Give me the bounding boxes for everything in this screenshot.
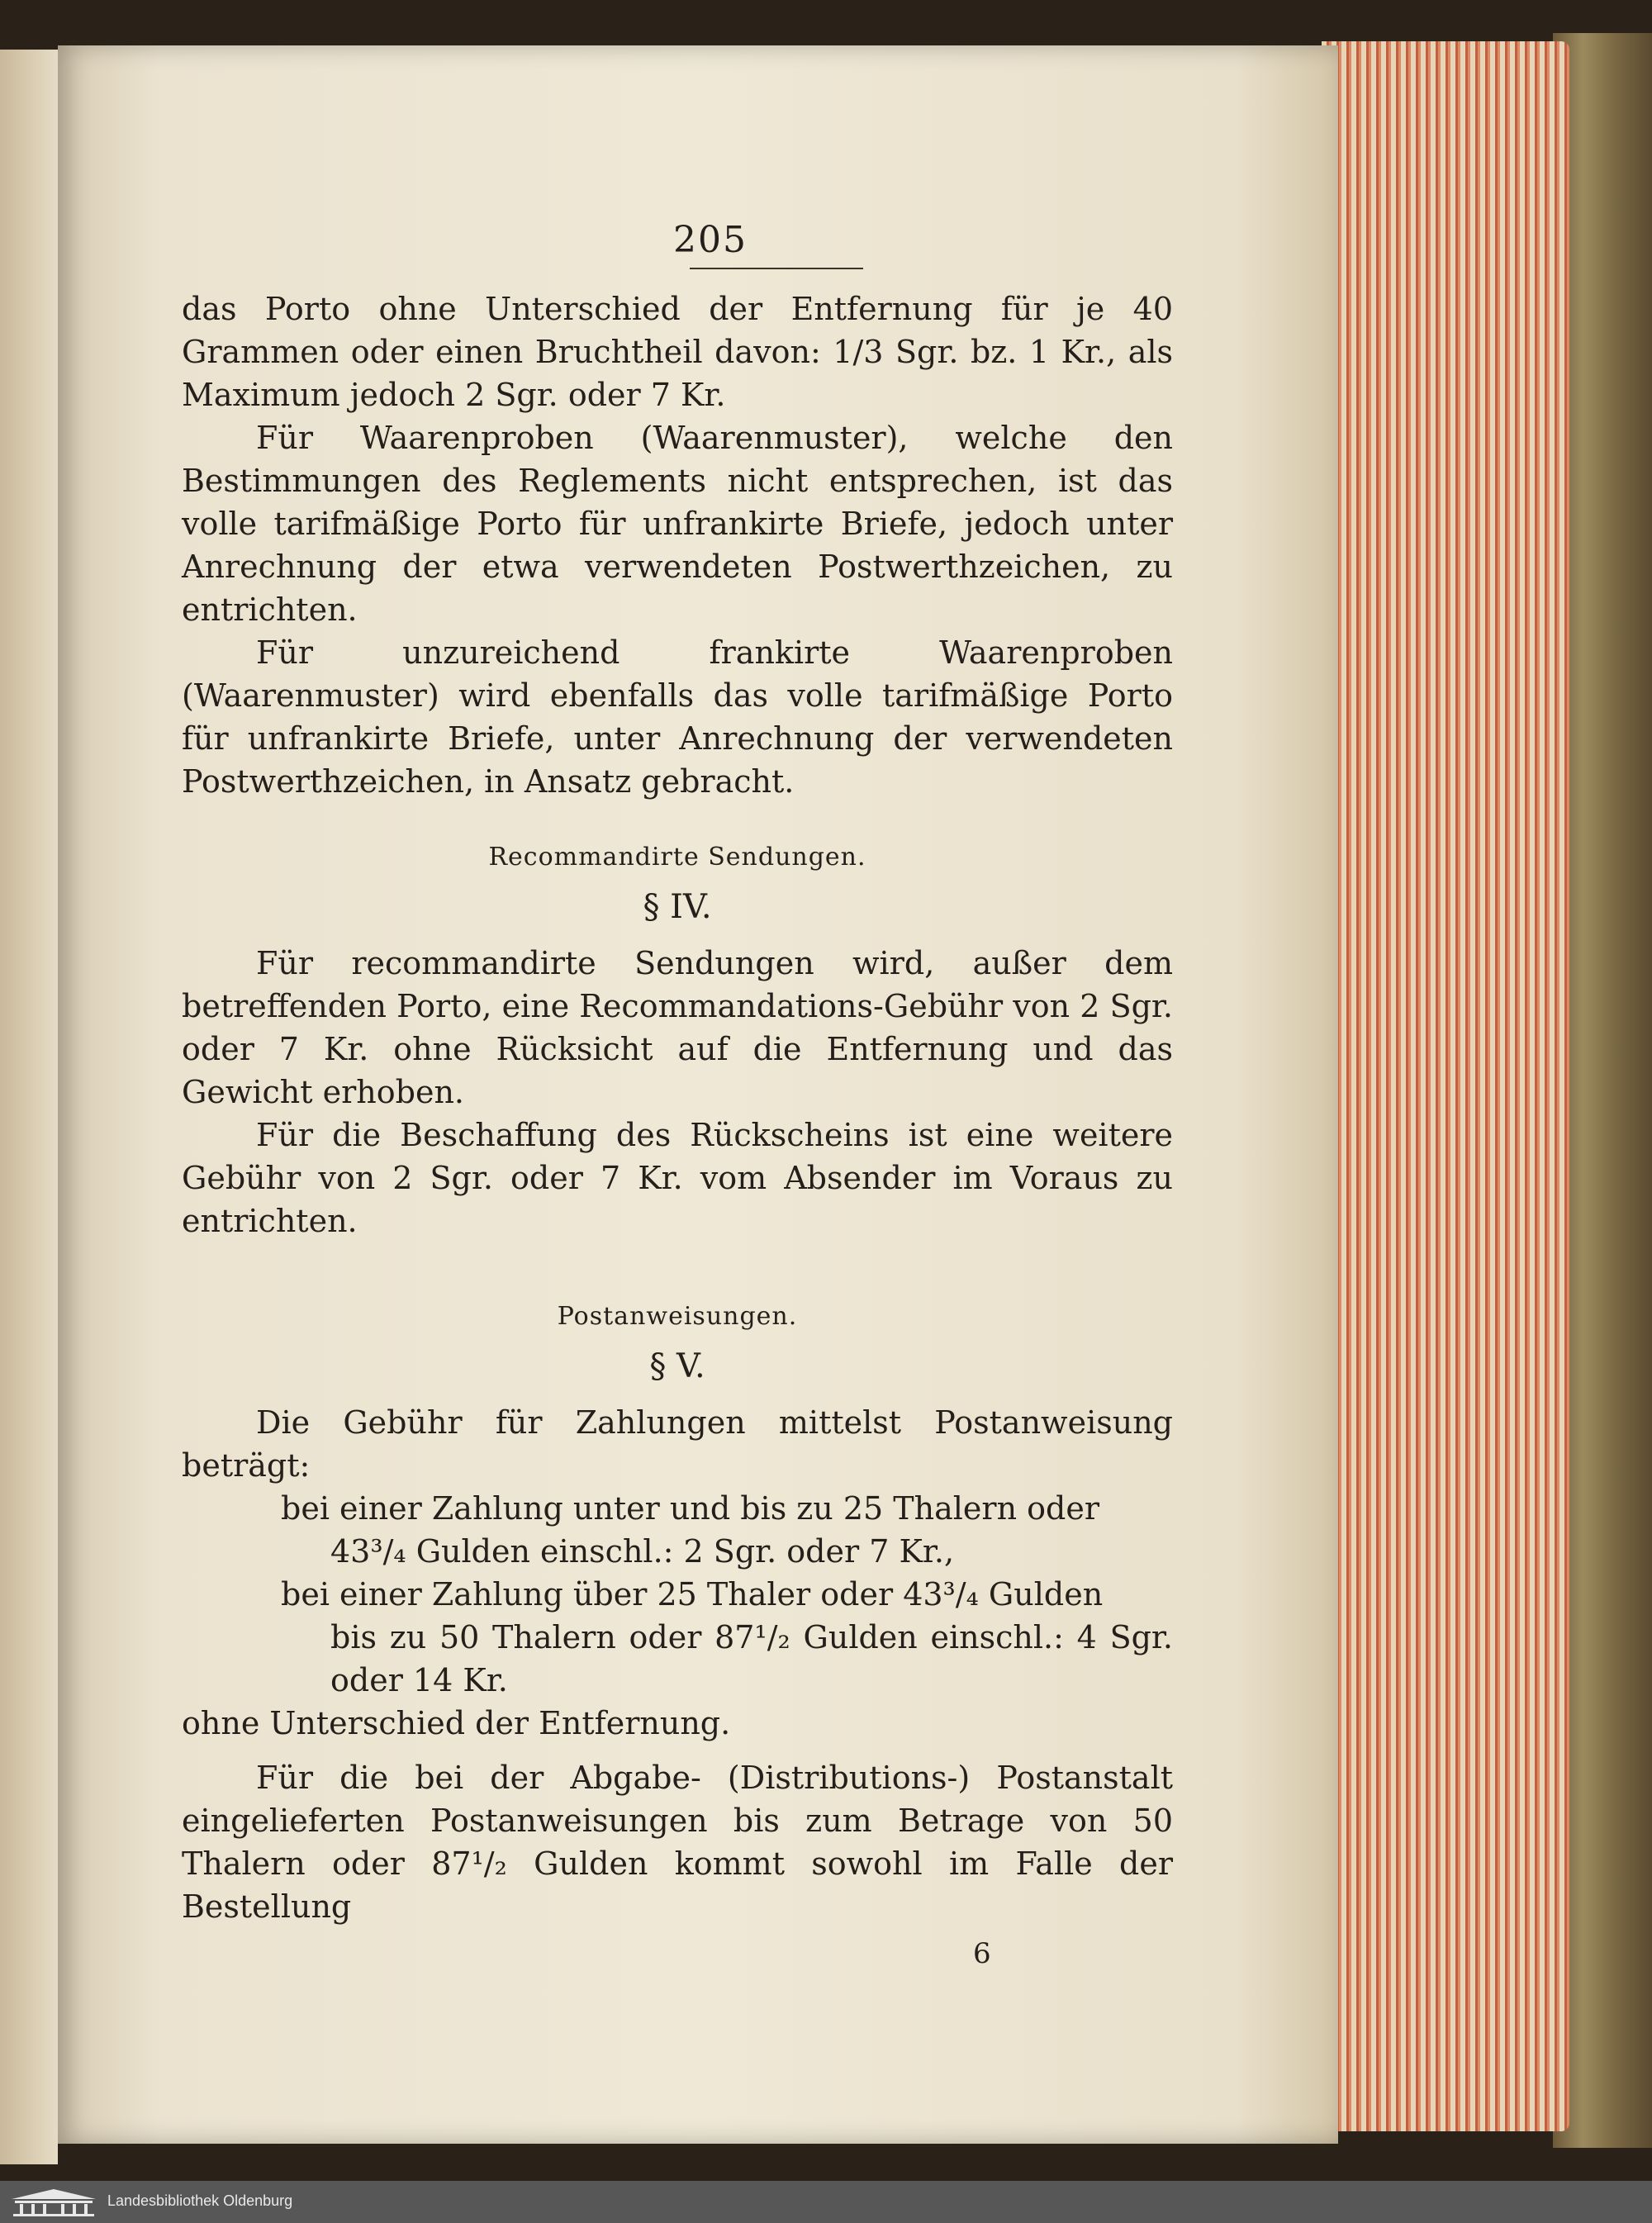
facing-page-edge [0, 50, 58, 2164]
paragraph: Für recommandirte Sendungen wird, außer dem betreffenden Porto, eine Recommandations-Gebühr von 2 Sgr. oder 7 Kr. ohne Rücksicht auf die Entfernung und das Gewicht erhoben. [182, 945, 1173, 1110]
fee-list [182, 1487, 1173, 1702]
list-item [281, 1487, 1173, 1573]
section-heading: Postanweisungen. [557, 1302, 798, 1331]
paragraph: Für unzureichend frankirte Waarenproben (Waarenmuster) wird ebenfalls das volle tarifmäßige Porto für unfrankirte Briefe, unter Anrechnung der verwendeten Postwerthzeichen, in Ansatz gebracht. [182, 634, 1173, 800]
paragraph: das Porto ohne Unterschied der Entfernung für je 40 Grammen oder einen Bruchtheil davon: 1/3 Sgr. bz. 1 Kr., als Maximum jedoch 2 Sgr. oder 7 Kr. [182, 291, 1173, 413]
list-item-line: bei einer Zahlung unter und bis zu 25 Thalern oder [281, 1490, 1099, 1527]
library-name: Landesbibliothek Oldenburg [107, 2192, 293, 2209]
signature-mark: 6 [973, 1937, 991, 1970]
section-number: § V. [649, 1347, 705, 1385]
section-heading: Recommandirte Sendungen. [488, 843, 866, 872]
paragraph: Für die Beschaffung des Rückscheins ist eine weitere Gebühr von 2 Sgr. oder 7 Kr. vom Absender im Voraus zu entrichten. [182, 1117, 1173, 1239]
paragraph: Für die bei der Abgabe- (Distributions-) Postanstalt eingelieferten Postanweisungen bis zum Betrage von 50 Thalern oder 87¹/₂ Gulden kommt sowohl im Falle der Bestellung [182, 1760, 1173, 1925]
header-rule [690, 268, 863, 269]
footer-bar [0, 2181, 1652, 2223]
list-item-line: bis zu 50 Thalern oder 87¹/₂ Gulden einschl.: 4 Sgr. oder 14 Kr. [330, 1619, 1173, 1698]
list-item-line: 43³/₄ Gulden einschl.: 2 Sgr. oder 7 Kr., [330, 1533, 955, 1570]
book-page [58, 45, 1338, 2144]
page-edges [1322, 41, 1569, 2131]
list-item-line: bei einer Zahlung über 25 Thaler oder 43³/₄ Gulden [281, 1576, 1104, 1613]
paragraph: Für Waarenproben (Waarenmuster), welche den Bestimmungen des Reglements nicht entsprechen, ist das volle tarifmäßige Porto für unfrankirte Briefe, jedoch unter Anrechnung der etwa verwendeten Postwerthzeichen, zu entrichten. [182, 420, 1173, 628]
list-item [281, 1573, 1173, 1702]
page-number: 205 [673, 219, 748, 261]
section-number: § IV. [643, 888, 712, 926]
paragraph: ohne Unterschied der Entfernung. [182, 1705, 731, 1741]
library-building-icon [8, 2187, 99, 2217]
paragraph: Die Gebühr für Zahlungen mittelst Postanweisung beträgt: [182, 1404, 1173, 1484]
page-text [182, 219, 1173, 1928]
